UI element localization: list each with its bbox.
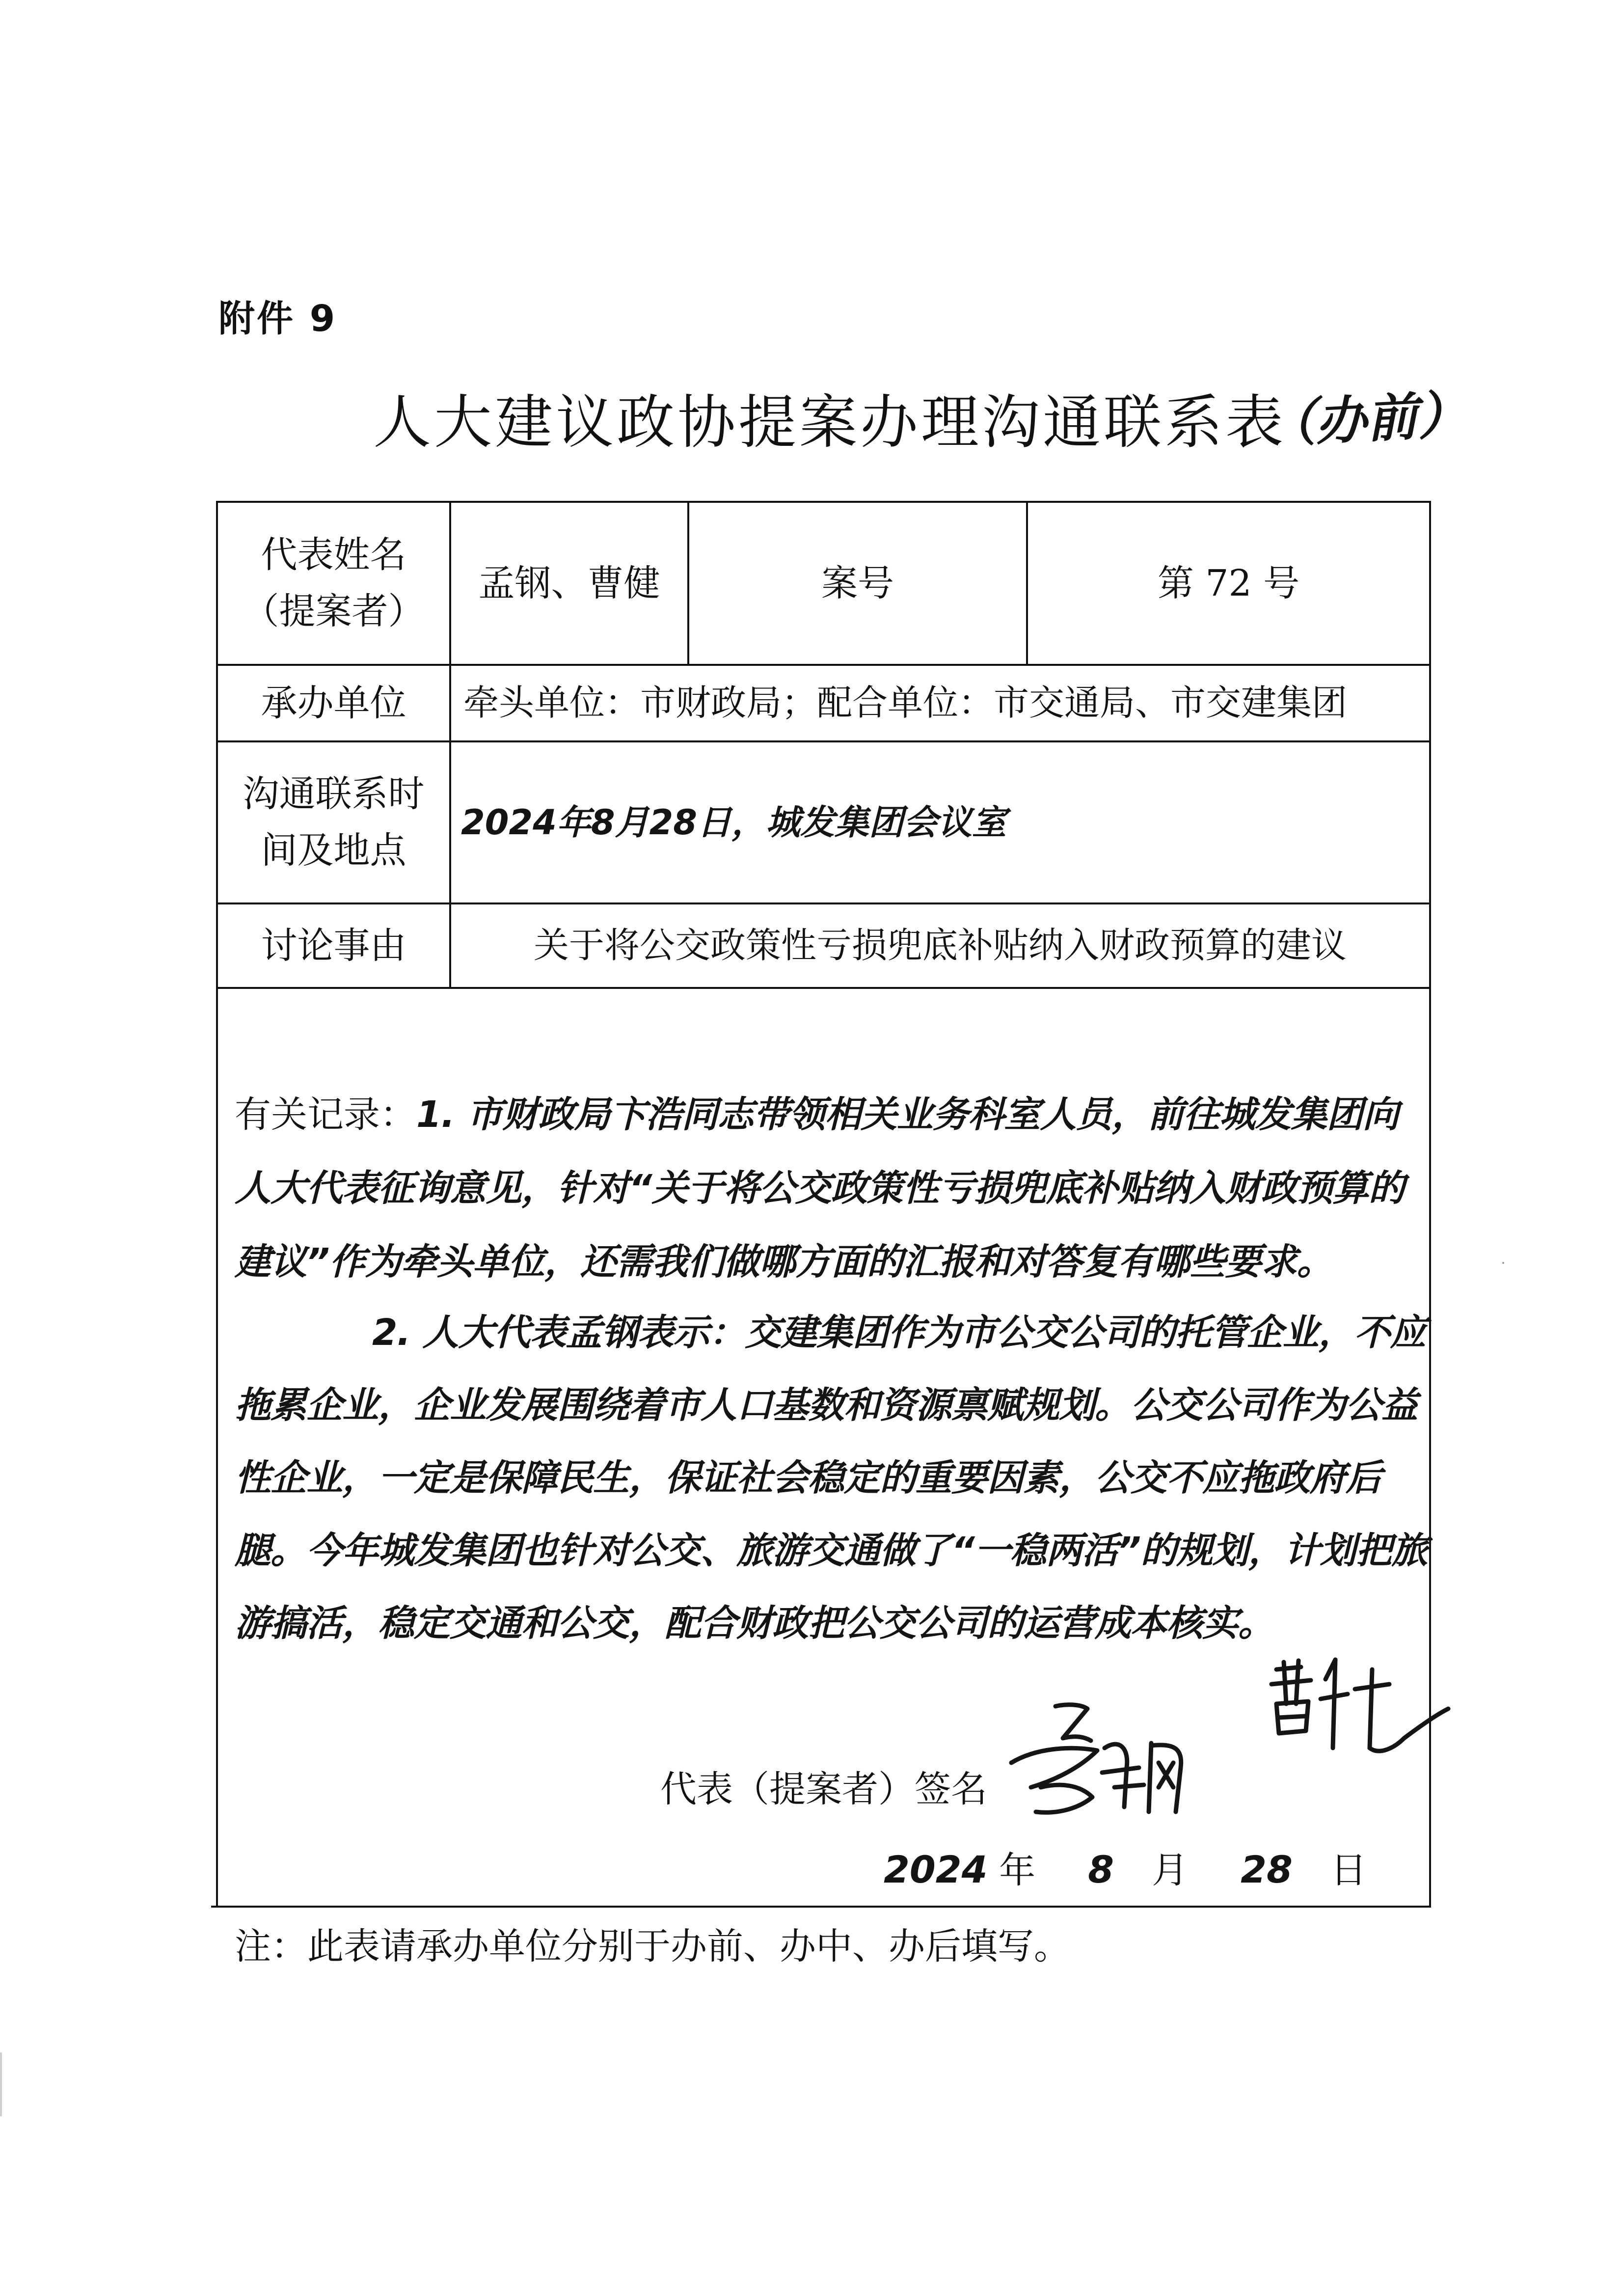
topic-label: 讨论事由 xyxy=(261,924,406,967)
unit-value: 牵头单位：市财政局；配合单位：市交通局、市交建集团 xyxy=(463,682,1348,724)
topic-value: 关于将公交政策性亏损兜底补贴纳入财政预算的建议 xyxy=(533,925,1347,966)
case-number: 第 72 号 xyxy=(1157,562,1300,604)
record-para1-text: 1. 市财政局卞浩同志带领相关业务科室人员，前往城发集团向人大代表征询意见，针对“关于将公交政策性亏损兜底补贴纳入财政预算的建议”作为牵头单位，还需我们做哪方面的汇报和对答复有哪些要求。 xyxy=(235,1093,1405,1283)
rep-label-line2: （提案者） xyxy=(243,590,425,632)
time-label-line1: 沟通联系时 xyxy=(243,773,425,816)
date-year-unit: 年 xyxy=(999,1849,1036,1891)
scan-dot xyxy=(1502,1262,1504,1264)
record-para2-text: 2. 人大代表孟钢表示：交建集团作为市公交公司的托管企业，不应拖累企业，企业发展围绕着市人口基数和资源禀赋规划。公交公司作为公益性企业，一定是保障民生，保证社会稳定的重要因素，公交不应拖政府后腿。今年城发集团也针对公交、旅游交通做了“一稳两活”的规划，计划把旅游搞活，稳定交通和公交，配合财政把公交公司的运营成本核实。 xyxy=(235,1312,1428,1644)
record-label: 有关记录： xyxy=(235,1093,416,1136)
signature-label: 代表（提案者）签名 xyxy=(660,1768,987,1810)
handwritten-signature-cao xyxy=(1271,1660,1448,1751)
signature-date xyxy=(884,1841,1367,1893)
unit-label: 承办单位 xyxy=(261,682,406,724)
date-day: 28 xyxy=(1241,1848,1293,1891)
time-label-line2: 间及地点 xyxy=(261,829,406,872)
footnote: 注：此表请承办单位分别于办前、办中、办后填写。 xyxy=(235,1925,1070,1968)
document-title: 人大建议政协提案办理沟通联系表 xyxy=(373,388,1287,456)
date-day-unit: 日 xyxy=(1330,1849,1367,1891)
handwritten-title-note: （办前） xyxy=(1263,384,1470,455)
rep-names: 孟钢、曹健 xyxy=(478,562,660,604)
date-month: 8 xyxy=(1088,1848,1114,1891)
attachment-label: 附件 9 xyxy=(218,298,337,340)
date-month-unit: 月 xyxy=(1152,1849,1189,1891)
case-label: 案号 xyxy=(821,562,894,604)
handwritten-signature-meng xyxy=(1011,1705,1181,1813)
time-value: 2024年8月28日，城发集团会议室 xyxy=(461,802,1006,843)
scan-margin-mark xyxy=(0,2052,2,2116)
rep-label-line1: 代表姓名 xyxy=(261,534,406,576)
date-year: 2024 xyxy=(884,1848,988,1891)
